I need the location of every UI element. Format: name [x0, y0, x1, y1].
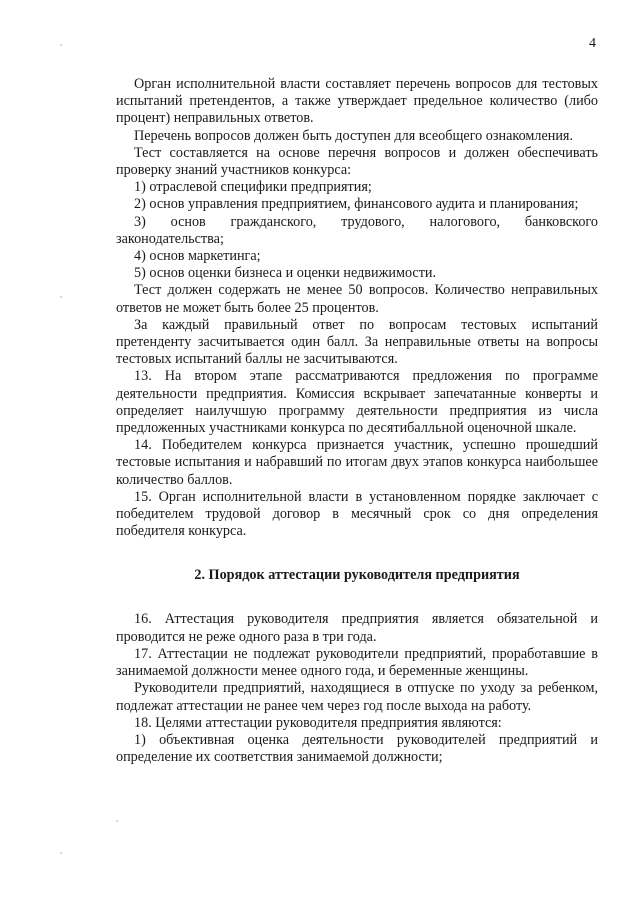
paragraph: 13. На втором этапе рассматриваются предложения по программе деятельности предприятия. Комиссия вскрывает запечатанные конверты и определяет наилучшую программу деятельности предприятия из числа предложенных участниками конкурса по десятибалльной оценочной шкале. — [116, 368, 598, 437]
section-heading: 2. Порядок аттестации руководителя предприятия — [194, 567, 520, 584]
list-item: 2) основ управления предприятием, финансового аудита и планирования; — [134, 196, 579, 213]
paragraph: Орган исполнительной власти составляет перечень вопросов для тестовых испытаний претендентов, а также утверждает предельное количество (либо процент) неправильных ответов. — [116, 76, 598, 127]
list-item: 3) основ гражданского, трудового, налогового, банковского законодательства; — [116, 213, 598, 247]
paragraph: 18. Целями аттестации руководителя предприятия являются: — [134, 714, 502, 731]
paragraph: 15. Орган исполнительной власти в установленном порядке заключает с победителем трудовой договор в месячный срок со дня определения победителя конкурса. — [116, 488, 598, 540]
paragraph: 17. Аттестации не подлежат руководители предприятий, проработавшие в занимаемой должности менее одного года, и беременные женщины. — [116, 645, 598, 680]
list-item: 1) объективная оценка деятельности руководителей предприятий и определение их соответствия занимаемой должности; — [116, 731, 598, 766]
paragraph: За каждый правильный ответ по вопросам тестовых испытаний претенденту засчитывается один балл. За неправильные ответы на вопросы тестовых испытаний баллы не засчитываются. — [116, 316, 598, 368]
paragraph: 16. Аттестация руководителя предприятия является обязательной и проводится не реже одного раза в три года. — [116, 611, 598, 645]
list-item: 4) основ маркетинга; — [134, 248, 261, 265]
list-item: 1) отраслевой специфики предприятия; — [134, 179, 372, 196]
scan-speck — [116, 820, 118, 822]
page-number: 4 — [589, 36, 596, 51]
paragraph: Тест составляется на основе перечня вопросов и должен обеспечивать проверку знаний участников конкурса: — [116, 144, 598, 179]
paragraph: Руководители предприятий, находящиеся в отпуске по уходу за ребенком, подлежат аттестации не ранее чем через год после выхода на работу. — [116, 680, 598, 714]
scan-speck — [60, 852, 62, 854]
paragraph: 14. Победителем конкурса признается участник, успешно прошедший тестовые испытания и набравший по итогам двух этапов конкурса наибольшее количество баллов. — [116, 437, 598, 488]
scan-speck — [60, 44, 62, 46]
list-item: 5) основ оценки бизнеса и оценки недвижимости. — [134, 265, 437, 282]
paragraph: Перечень вопросов должен быть доступен для всеобщего ознакомления. — [134, 127, 574, 144]
paragraph: Тест должен содержать не менее 50 вопросов. Количество неправильных ответов не может быть более 25 процентов. — [116, 282, 598, 316]
document-body — [116, 76, 598, 766]
scan-speck — [60, 296, 62, 298]
